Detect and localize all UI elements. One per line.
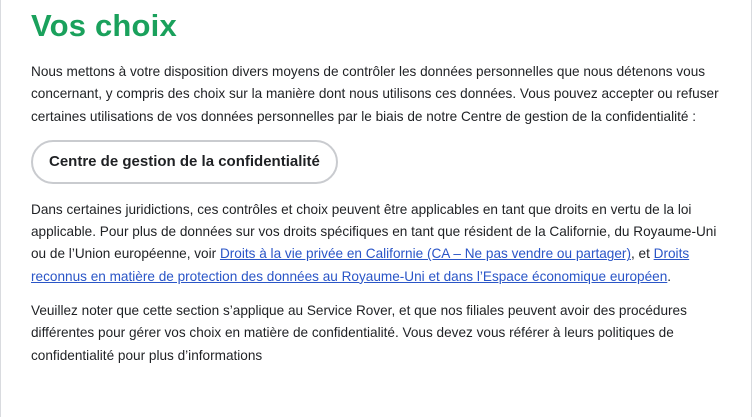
jurisdiction-text-middle: , et — [630, 246, 654, 262]
privacy-center-button-wrap — [31, 140, 723, 184]
jurisdiction-text: Dans certaines juridictions, ces contrôles et choix peuvent être applicables en tant que droits en vertu de la loi applicable. Pour plus de données sur vos droits spécifiques en tant que résident de la Californie, du Royaume-Uni ou de l’Union européenne, voir — [31, 201, 717, 262]
california-privacy-rights-link[interactable]: Droits à la vie privée en Californie (CA – Ne pas vendre ou partager) — [219, 246, 631, 262]
jurisdiction-text-end: . — [667, 268, 672, 284]
your-choices-section — [31, 0, 723, 367]
section-title: Vos choix — [31, 8, 177, 43]
privacy-center-button[interactable]: Centre de gestion de la confidentialité — [31, 140, 338, 184]
uk-eea-data-protection-link[interactable]: Droits reconnus en matière de protection des données au Royaume-Uni et dans l’Espace économique européen — [31, 246, 690, 284]
service-note-paragraph: Veuillez noter que cette section s’applique au Service Rover, et que nos filiales peuvent avoir des procédures différentes pour gérer vos choix en matière de confidentialité. Vous devez vous référer à leurs politiques de confidentialité pour plus d’informations — [31, 303, 687, 363]
jurisdiction-paragraph — [31, 199, 723, 288]
intro-paragraph: Nous mettons à votre disposition divers moyens de contrôler les données personnelles que nous détenons vous concernant, y compris des choix sur la manière dont nous utilisons ces données. Vous pouvez accepter ou refuser certaines utilisations de vos données personnelles par le biais de notre Centre de gestion de la confidentialité : — [31, 64, 719, 124]
